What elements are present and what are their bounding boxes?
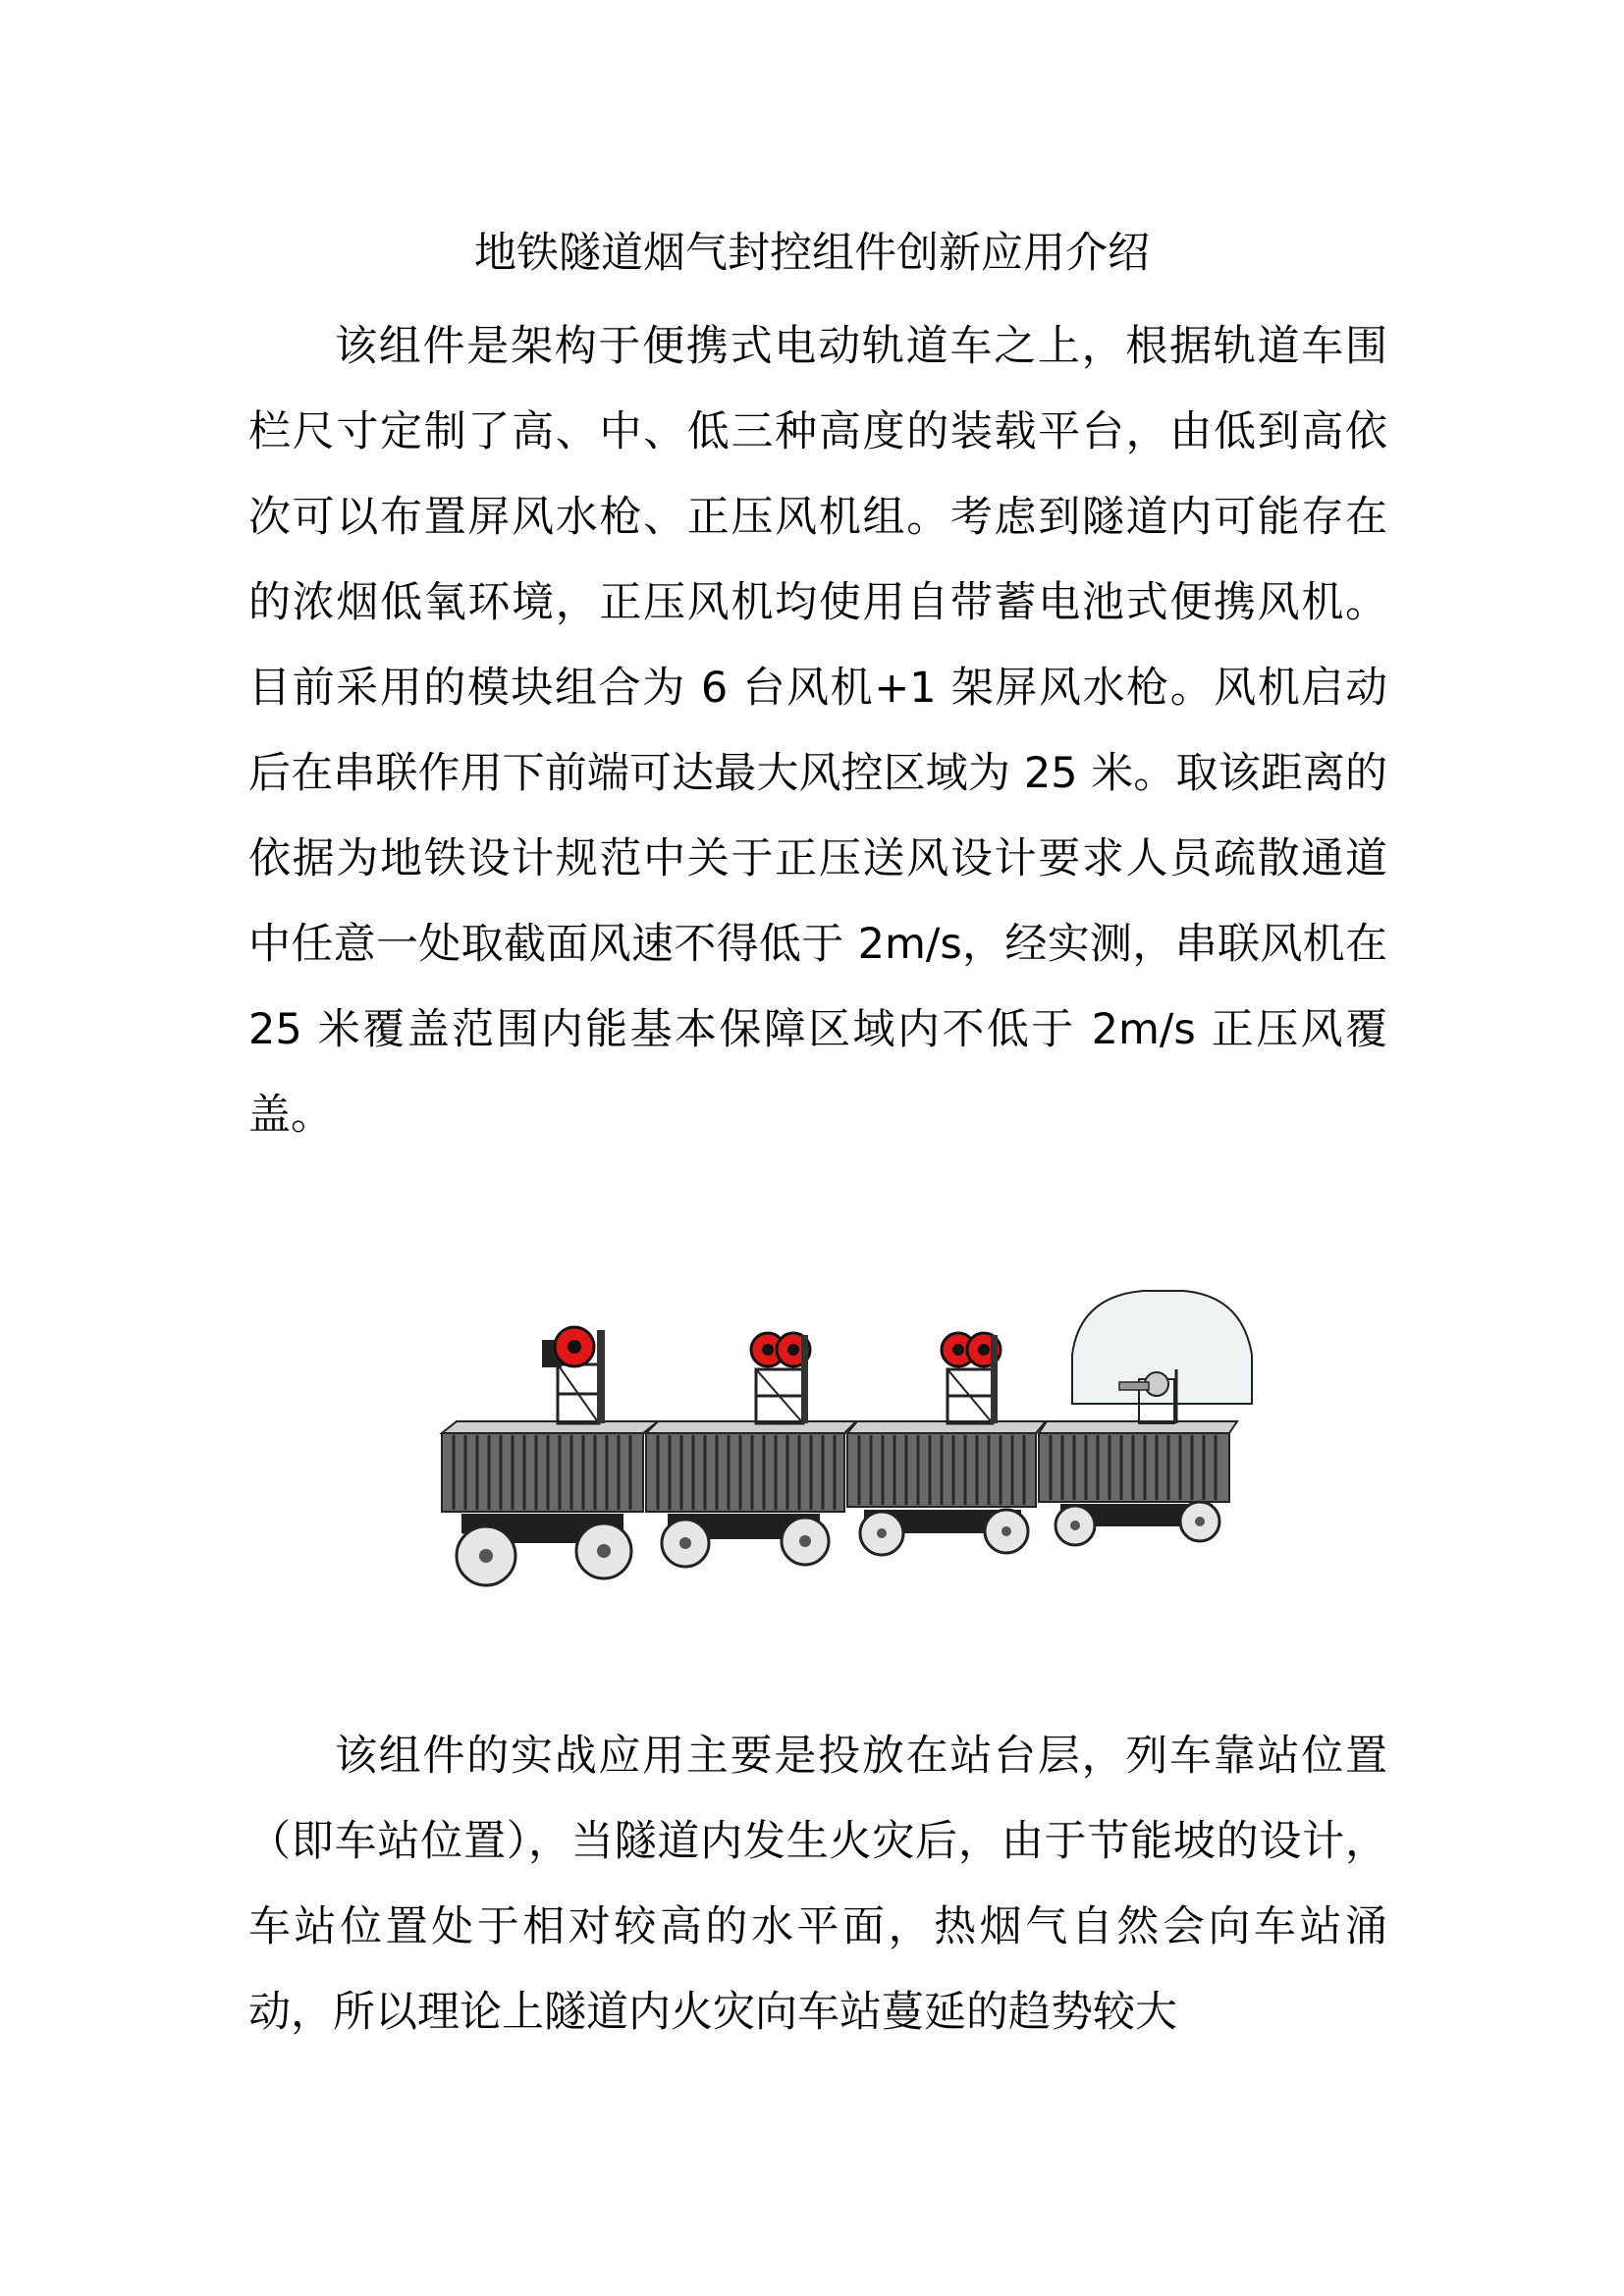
document-title: 地铁隧道烟气封控组件创新应用介绍 xyxy=(474,229,1150,278)
fan-stand-3 xyxy=(942,1333,1001,1423)
fan-stand-1 xyxy=(542,1327,605,1423)
paragraph-2: 该组件的实战应用主要是投放在站台层，列车靠站位置（即车站位置），当隧道内发生火灾后，由于节能坡的设计，车站位置处于相对较高的水平面，热烟气自然会向车站涌动，所以理论上隧道内火灾向车站蔓延的趋势较大 xyxy=(248,1732,1387,2037)
paragraph-1: 该组件是架构于便携式电动轨道车之上，根据轨道车围栏尺寸定制了高、中、低三种高度的装载平台，由低到高依次可以布置屏风水枪、正压风机组。考虑到隧道内可能存在的浓烟低氧环境，正压风机均使用自带蓄电池式便携风机。目前采用的模块组合为 6 台风机+1 架屏风水枪。风机启动后在串联作用下前端可达最大风控区域为 25 米。取该距离的依据为地铁设计规范中关于正压送风设计要求人员疏散通道中任意一处取截面风速不得低于 2m/s，经实测，串联风机在 25 米覆盖范围内能基本保障区域内不低于 2m/s 正压风覆盖。 xyxy=(248,322,1387,1140)
rail-cart-figure xyxy=(432,1286,1286,1649)
rail-cart-fan-assembly-illustration xyxy=(432,1286,1286,1649)
fan-stand-2 xyxy=(751,1333,810,1423)
cart-cages xyxy=(442,1421,1237,1512)
